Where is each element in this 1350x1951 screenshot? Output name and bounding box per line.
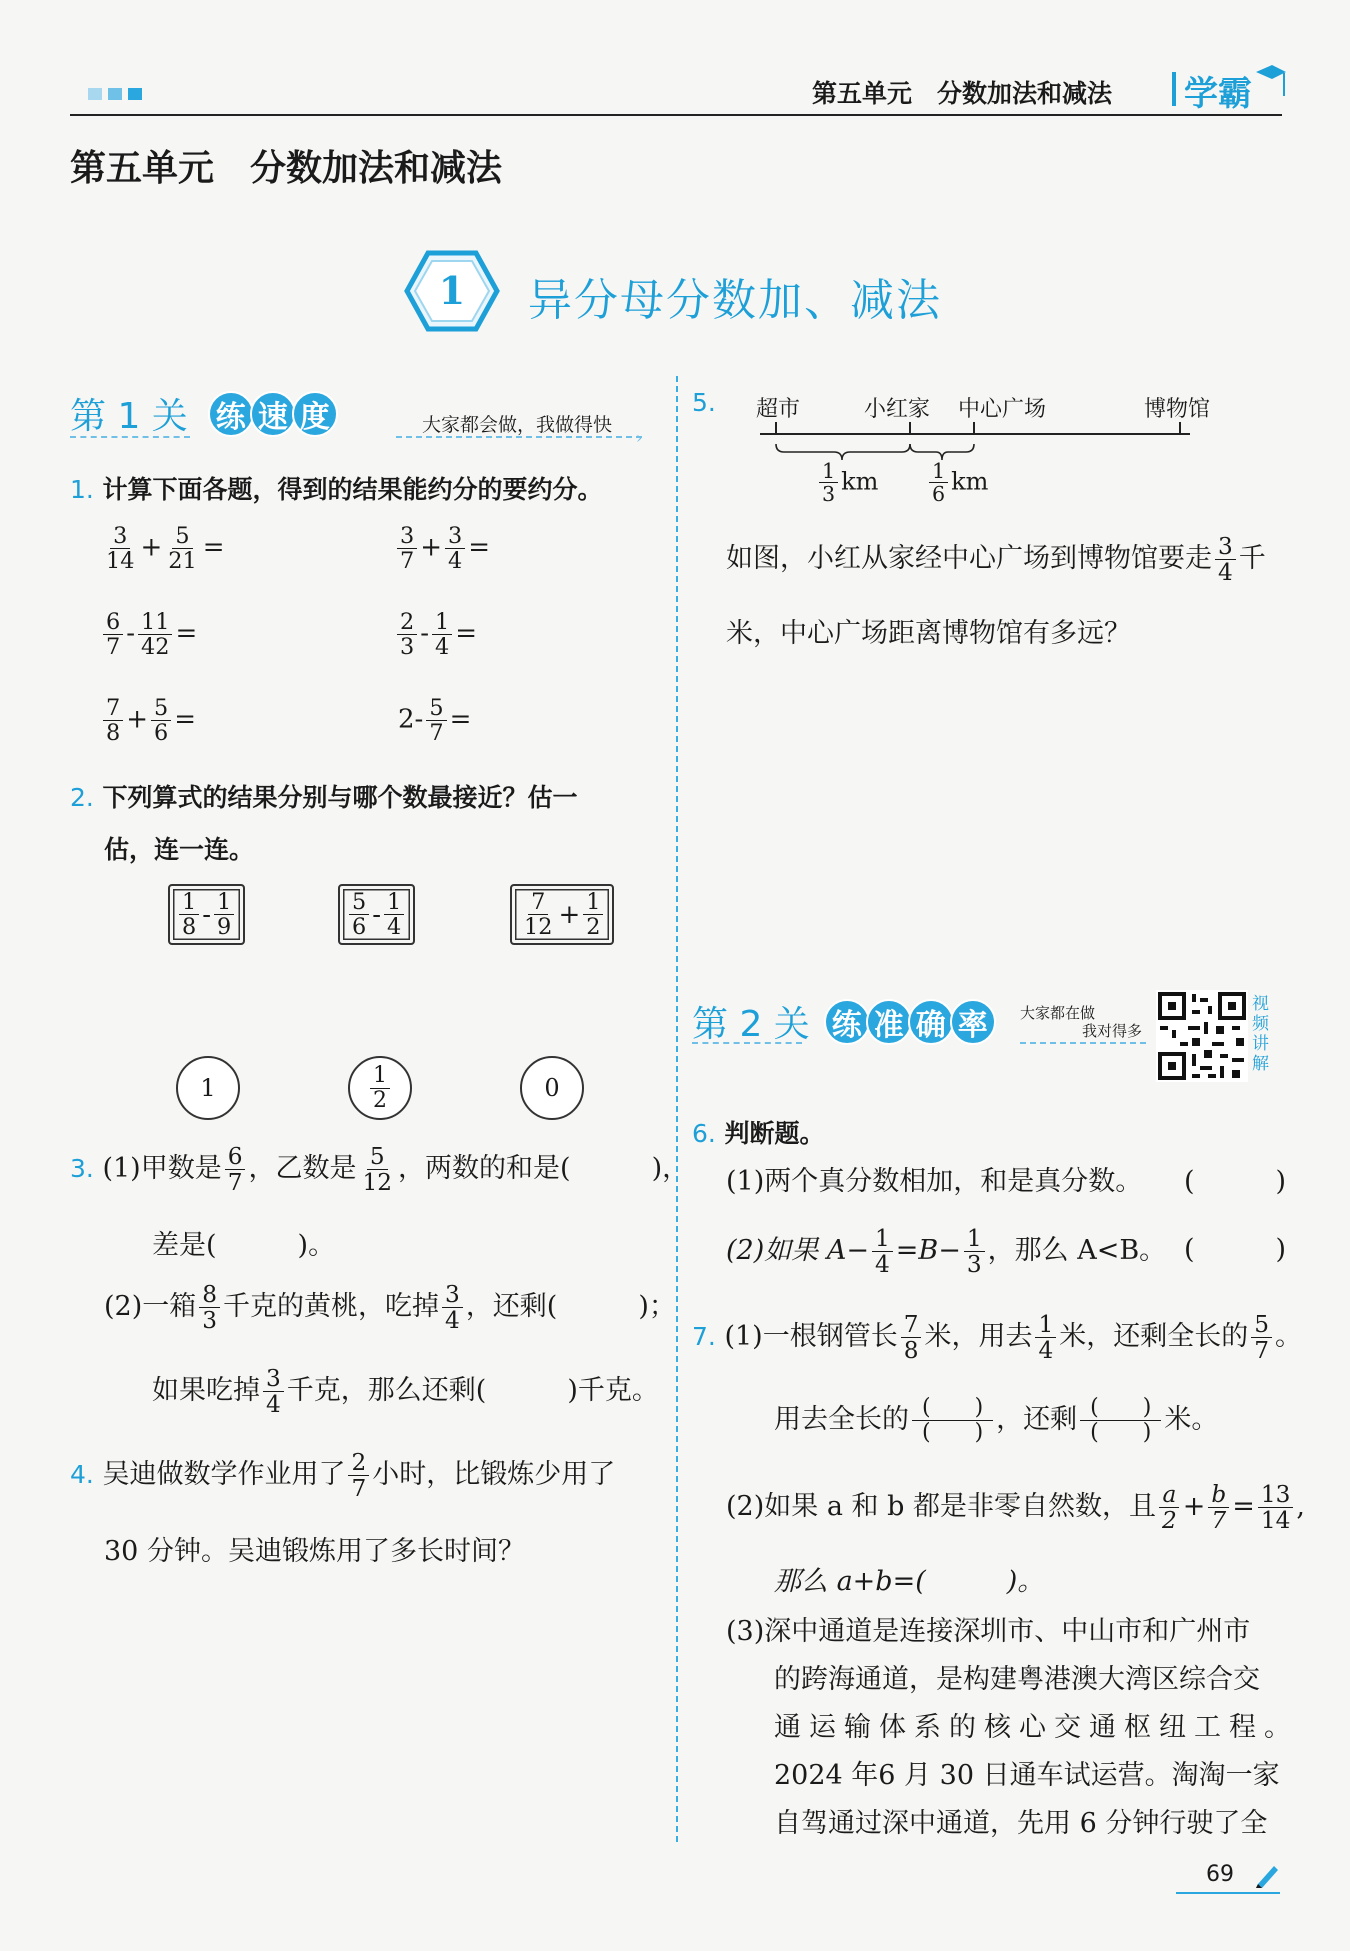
- q7-part2-cont: 那么 a+b=( )。: [774, 1566, 1045, 1597]
- pencil-icon: [1252, 1860, 1282, 1894]
- q2-stem: [70, 780, 670, 816]
- q7-part1-cont: 用去全长的 $\frac{( )}{( )}$ ，还剩 $\frac{( )}{( )}$ 米。: [774, 1395, 1219, 1445]
- page-title: 第五单元 分数加法和减法: [70, 148, 503, 189]
- q5-text-line2: 米，中心广场距离博物馆有多远？: [726, 618, 1131, 649]
- q4-line1: 4. 吴迪做数学作业用了 $\frac{2}{7}$ 小时，比锻炼少用了: [70, 1449, 616, 1503]
- q2-number: 2.: [70, 783, 94, 812]
- q7-part3-line1: (3)深中通道是连接深圳市、中山市和广州市: [726, 1616, 1251, 1647]
- q3-part1-cont: 差是( )。: [152, 1230, 336, 1261]
- stage2-slogan-1: 大家都在做: [1020, 1004, 1096, 1022]
- stage1-slogan-arrow: [396, 436, 642, 438]
- q7-part3-line4: 2024 年6 月 30 日通车试运营。淘淘一家: [774, 1760, 1280, 1791]
- q6-part1-answer[interactable]: ( ): [1184, 1166, 1287, 1197]
- q2-box-2: $\frac{5}{6}$ - $\frac{1}{4}$: [338, 884, 415, 945]
- q3-part2-cont: 如果吃掉 $\frac{3}{4}$ 千克，那么还剩( )千克。: [152, 1365, 659, 1419]
- q5-segment-2-label: $\frac{1}{6}$ km: [926, 460, 988, 506]
- q7-part3-line2: 的跨海通道，是构建粤港澳大湾区综合交: [774, 1664, 1260, 1695]
- q6-part1: (1)两个真分数相加，和是真分数。: [726, 1166, 1143, 1197]
- q1-item-1: $\frac{3}{14}$ + $\frac{5}{21}$ =: [106, 523, 225, 575]
- q1-stem: [70, 472, 602, 508]
- stage2-char-2: 准: [866, 999, 912, 1045]
- q7-blank-fraction-1[interactable]: $\frac{( )}{( )}$: [912, 1396, 993, 1445]
- video-explain-label[interactable]: 视频讲解: [1252, 994, 1269, 1074]
- graduation-cap-icon: [1254, 62, 1288, 106]
- q5-number: 5.: [692, 388, 716, 417]
- page-number: 69: [1206, 1862, 1234, 1887]
- q1-number: 1.: [70, 475, 94, 504]
- q1-text: 计算下面各题，得到的结果能约分的要约分。: [102, 475, 603, 504]
- q1-item-2: $\frac{3}{7}$ + $\frac{3}{4}$ =: [394, 524, 490, 573]
- q1-item-6: 2- $\frac{5}{7}$ =: [398, 695, 472, 747]
- stage2-char-3: 确: [908, 999, 954, 1045]
- stage1-char-2: 速: [250, 391, 296, 437]
- q5-text-line1: 如图，小红从家经中心广场到博物馆要走 $\frac{3}{4}$ 千: [726, 533, 1266, 587]
- stage2-underline: [692, 1042, 802, 1044]
- q1-item-3: $\frac{6}{7}$ - $\frac{11}{42}$ =: [100, 610, 197, 659]
- q2-text-line1: 下列算式的结果分别与哪个数最接近？估一: [102, 783, 578, 812]
- arrow-icon: ›: [636, 428, 643, 447]
- column-divider: [676, 376, 678, 1842]
- stage1-prefix: 第 1 关: [70, 396, 188, 437]
- header-separator: [1172, 72, 1176, 106]
- q3-part1: 3. (1)甲数是 $\frac{6}{7}$ ，乙数是 $\frac{5}{12}$ ，两数的和是( )，: [70, 1143, 690, 1197]
- stage2-slogan-arrow: [1020, 1042, 1146, 1044]
- q5-place-home: 小红家: [864, 397, 931, 422]
- lesson-number: 1: [438, 268, 466, 313]
- stage2-char-4: 率: [950, 999, 996, 1045]
- stage2-char-1: 练: [824, 999, 870, 1045]
- q7-part3-line3: 通运输体系的核心交通枢纽工程。: [774, 1712, 1299, 1743]
- header-unit-title: 第五单元 分数加法和减法: [812, 79, 1113, 108]
- q2-box-3: $\frac{7}{12}$ + $\frac{1}{2}$: [510, 884, 614, 945]
- lesson-title: 异分母分数加、减法: [528, 275, 942, 326]
- q5-place-museum: 博物馆: [1144, 397, 1211, 422]
- q5-place-supermarket: 超市: [756, 397, 801, 422]
- q1-item-4: $\frac{2}{3}$ - $\frac{1}{4}$ =: [394, 610, 477, 659]
- q7-part1: 7. (1)一根钢管长 $\frac{7}{8}$ 米，用去 $\frac{1}{4}$ 米，还剩全长的 $\frac{5}{7}$ 。: [692, 1311, 1303, 1365]
- q6-part2: (2)如果 A− $\frac{1}{4}$ =B− $\frac{1}{3}$ ，那么 A<B。: [726, 1225, 1167, 1279]
- footer-rule: [1176, 1892, 1280, 1894]
- stage2-header: [692, 996, 992, 1047]
- q2-box-1: $\frac{1}{8}$ - $\frac{1}{9}$: [168, 884, 245, 945]
- stage1-char-3: 度: [292, 391, 338, 437]
- brand-logo: 学霸: [1184, 74, 1252, 114]
- qr-code-icon[interactable]: [1156, 990, 1248, 1082]
- stage1-header: [70, 388, 334, 439]
- stage2-slogan-2: 我对得多: [1082, 1022, 1143, 1040]
- q2-circle-1[interactable]: 1: [176, 1056, 240, 1120]
- q4-line2: 30 分钟。吴迪锻炼用了多长时间？: [104, 1536, 525, 1567]
- q7-part2: (2)如果 a 和 b 都是非零自然数，且 $\frac{a}{2}$ + $\frac{b}{7}$ = $\frac{13}{14}$ ,: [726, 1481, 1306, 1535]
- q7-blank-fraction-2[interactable]: $\frac{( )}{( )}$: [1080, 1396, 1161, 1445]
- stage1-char-1: 练: [208, 391, 254, 437]
- q6-part2-answer[interactable]: ( ): [1184, 1234, 1287, 1265]
- q2-text-line2: 估，连一连。: [104, 835, 255, 864]
- q2-circle-0[interactable]: 0: [520, 1056, 584, 1120]
- lesson-number-hexagon: [404, 250, 500, 332]
- stage2-prefix: 第 2 关: [692, 1004, 810, 1045]
- q7-part3-line5: 自驾通过深中通道，先用 6 分钟行驶了全: [774, 1808, 1268, 1839]
- q5-segment-1-label: $\frac{1}{3}$ km: [816, 460, 878, 506]
- stage1-underline: [70, 436, 190, 438]
- q3-part2: (2)一箱 $\frac{8}{3}$ 千克的黄桃，吃掉 $\frac{3}{4}$ ，还剩( )；: [104, 1281, 676, 1335]
- header-rule: [70, 114, 1282, 116]
- q5-place-plaza: 中心广场: [958, 397, 1047, 422]
- q1-item-5: $\frac{7}{8}$ + $\frac{5}{6}$ =: [100, 696, 196, 745]
- header-decoration: [88, 88, 142, 100]
- q2-circle-half[interactable]: $\frac{1}{2}$: [348, 1056, 412, 1120]
- q6-stem: 6. 判断题。: [692, 1119, 825, 1148]
- stage1-slogan: 大家都会做，我做得快: [422, 414, 613, 436]
